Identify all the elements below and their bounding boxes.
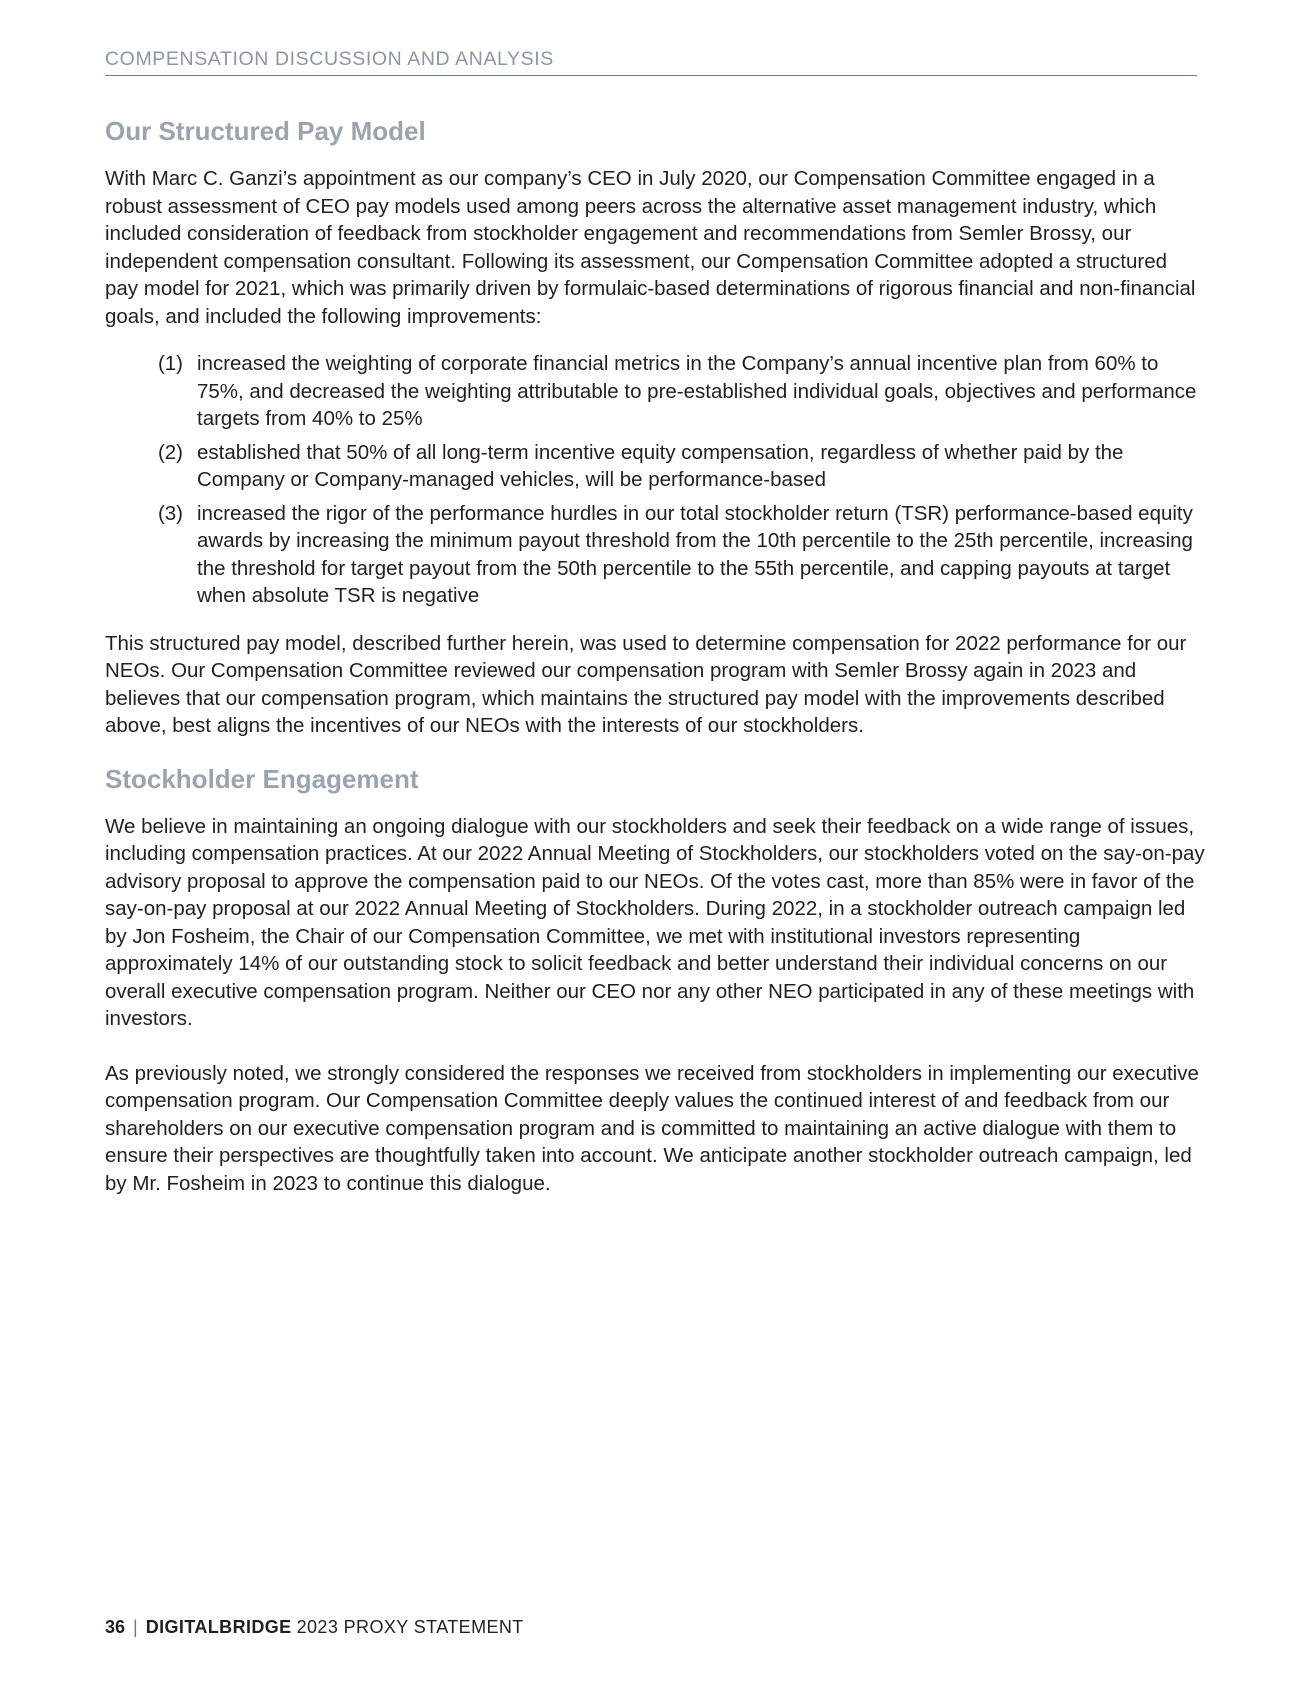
improvements-list [105,350,1205,610]
list-item [105,439,1205,494]
intro-paragraph: With Marc C. Ganzi’s appointment as our company’s CEO in July 2020, our Compensation Committee engaged in a robust assessment of CEO pay models used among peers across the alternative asset management industry, which included consideration of feedback from stockholder engagement and recommendations from Semler Brossy, our independent compensation consultant. Following its assessment, our Compensation Committee adopted a structured pay model for 2021, which was primarily driven by formulaic-based determinations of rigorous financial and non-financial goals, and included the following improvements: [105,167,1196,328]
list-item [105,350,1205,433]
brand-name: DIGITALBRIDGE [145,1617,292,1637]
footer-separator: | [133,1617,138,1637]
closing-paragraph: This structured pay model, described further herein, was used to determine compensation for 2022 performance for our NEOs. Our Compensation Committee reviewed our compensation program with Semler Brossy again in 2023 and believes that our compensation program, which maintains the structured pay model with the improvements described above, best aligns the incentives of our NEOs with the interests of our stockholders. [105,631,1187,737]
list-item-number: (3) [157,501,183,525]
list-item-text: increased the weighting of corporate financial metrics in the Company’s annual incentive plan from 60% to 75%, and decreased the weighting attributable to pre-established individual goals, objectives and performance targets from 40% to 25% [197,352,1197,430]
section-heading-stockholder-engagement: Stockholder Engagement [105,763,419,794]
section-heading-structured-pay: Our Structured Pay Model [105,116,426,146]
engagement-paragraph-2: As previously noted, we strongly considered the responses we received from stockholders in implementing our executive compensation program. Our Compensation Committee deeply values the continued interest of and feedback from our shareholders on our executive compensation program and is committed to maintaining an active dialogue with them to ensure their perspectives are thoughtfully taken into account. We anticipate another stockholder outreach campaign, led by Mr. Fosheim in 2023 to continue this dialogue. [105,1061,1199,1195]
list-item-number: (2) [157,440,183,464]
section-label: COMPENSATION DISCUSSION AND ANALYSIS [105,48,554,70]
page-footer [105,1617,524,1638]
list-item-text: established that 50% of all long-term incentive equity compensation, regardless of whether paid by the Company or Company-managed vehicles, will be performance-based [197,440,1124,491]
page-content [105,116,1205,1197]
list-item [105,500,1205,610]
document-title: 2023 PROXY STATEMENT [296,1617,524,1637]
page-number: 36 [105,1617,126,1637]
engagement-paragraph-1: We believe in maintaining an ongoing dialogue with our stockholders and seek their feedback on a wide range of issues, including compensation practices. At our 2022 Annual Meeting of Stockholders, our stockholders voted on the say-on-pay advisory proposal to approve the compensation paid to our NEOs. Of the votes cast, more than 85% were in favor of the say-on-pay proposal at our 2022 Annual Meeting of Stockholders. During 2022, in a stockholder outreach campaign led by Jon Fosheim, the Chair of our Compensation Committee, we met with institutional investors representing approximately 14% of our outstanding stock to solicit feedback and better understand their individual concerns on our overall executive compensation program. Neither our CEO nor any other NEO participated in any of these meetings with investors. [105,814,1205,1030]
running-header [105,48,1197,76]
list-item-number: (1) [157,352,183,375]
list-item-text: increased the rigor of the performance hurdles in our total stockholder return (TSR) performance-based equity awards by increasing the minimum payout threshold from the 10th percentile to the 25th percentile, increasing the threshold for target payout from the 50th percentile to the 55th percentile, and capping payouts at target when absolute TSR is negative [197,501,1193,607]
